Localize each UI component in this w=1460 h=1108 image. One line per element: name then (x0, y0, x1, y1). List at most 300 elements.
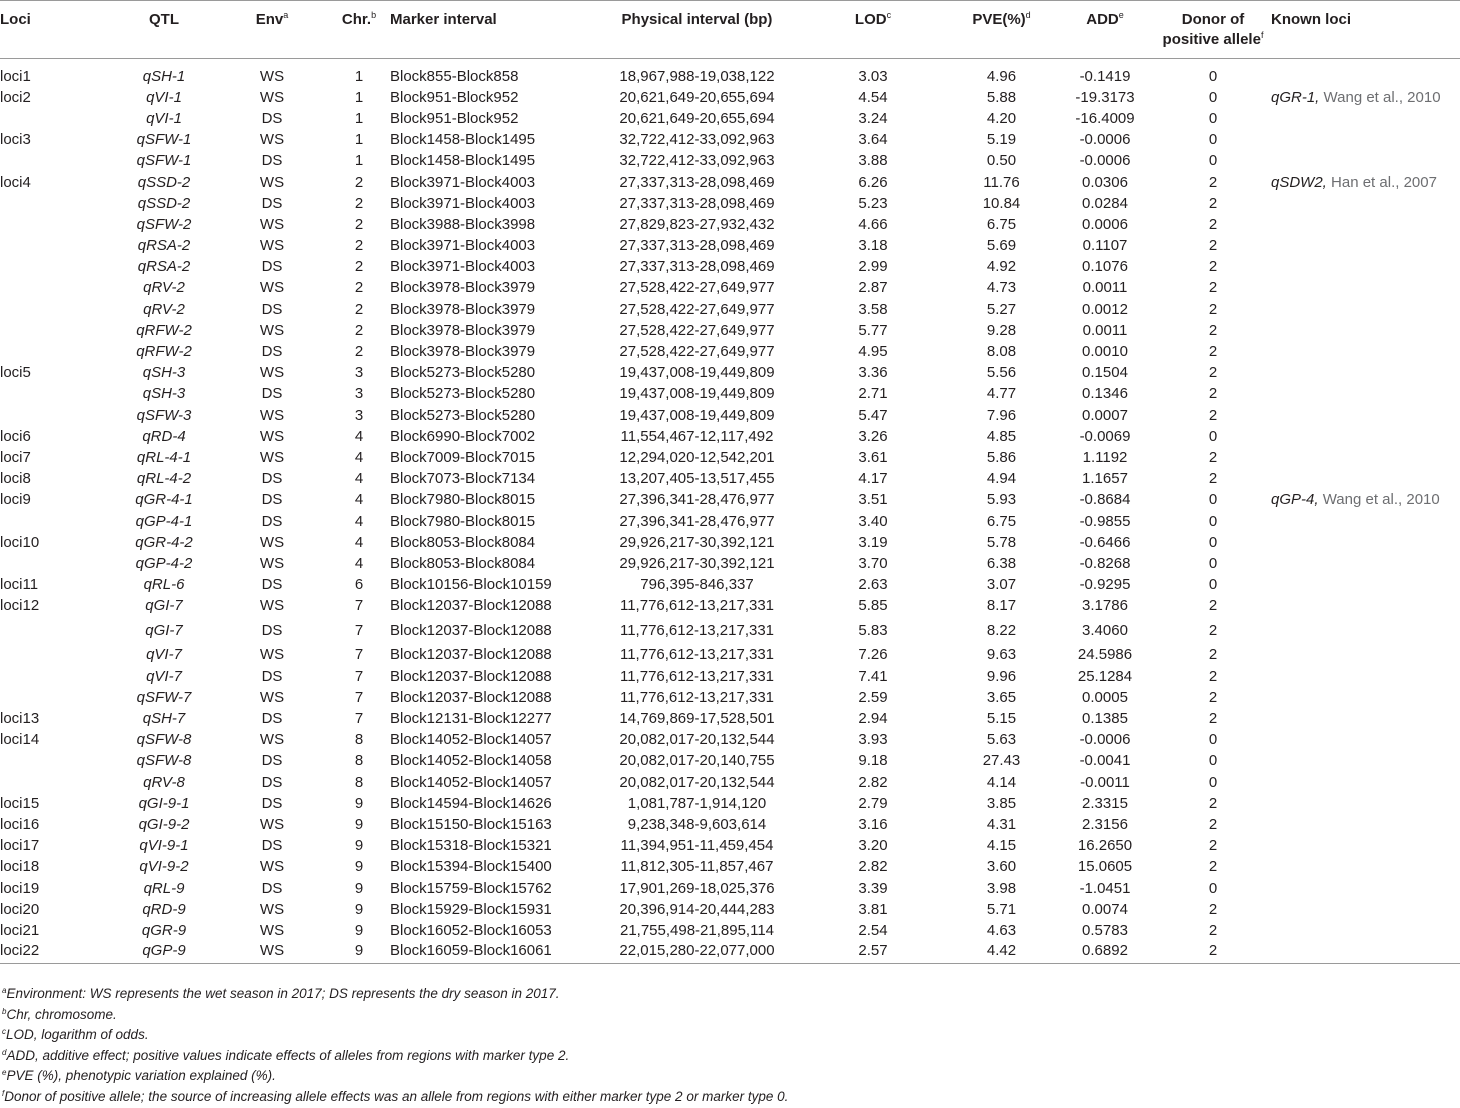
cell-loci: loci1 (0, 67, 31, 85)
cell-donor: 0 (1208, 731, 1218, 749)
header-donor: Donor of positive allele$^f$ (1155, 1, 1271, 59)
cell-add: 0.0012 (1082, 300, 1128, 318)
footnote-mark: c (2, 1027, 6, 1037)
cell-marker-interval: Block12037-Block12088 (390, 597, 552, 615)
footnote-mark: d (2, 1047, 7, 1057)
cell-lod: 3.61 (858, 448, 888, 466)
cell-env: WS (259, 427, 285, 445)
cell-donor: 0 (1208, 879, 1218, 897)
cell-marker-interval: Block3971-Block4003 (390, 237, 536, 255)
cell-qtl: qGI-9-2 (138, 815, 190, 833)
cell-loci: loci11 (0, 576, 39, 594)
cell-marker-interval: Block3971-Block4003 (390, 258, 536, 276)
footnote-text: Chr, chromosome. (6, 1006, 117, 1022)
cell-marker-interval: Block8053-Block8084 (390, 533, 536, 551)
cell-add: 0.5783 (1082, 921, 1128, 939)
cell-physical-interval: 20,082,017-20,132,544 (619, 731, 775, 749)
cell-donor: 0 (1208, 88, 1218, 106)
cell-loci (0, 193, 112, 214)
cell-known-loci (1271, 532, 1460, 553)
cell-chr: 6 (354, 576, 364, 594)
cell-physical-interval: 18,967,988-19,038,122 (619, 67, 775, 85)
cell-pve: 5.19 (986, 131, 1017, 149)
cell-env: DS (261, 667, 283, 685)
cell-chr: 1 (354, 152, 364, 170)
cell-physical-interval: 11,776,612-13,217,331 (619, 621, 775, 639)
table-row (0, 835, 1460, 856)
cell-donor: 0 (1208, 533, 1218, 551)
cell-chr: 7 (354, 621, 364, 639)
cell-loci: loci5 (0, 364, 31, 382)
cell-loci (0, 299, 112, 320)
header-loci: Loci (0, 1, 112, 59)
cell-physical-interval: 20,621,649-20,655,694 (619, 88, 775, 106)
cell-known-loci (1271, 772, 1460, 793)
cell-add: -0.0006 (1079, 131, 1131, 149)
cell-env: WS (259, 554, 285, 572)
cell-donor: 0 (1208, 512, 1218, 530)
cell-donor: 2 (1208, 258, 1218, 276)
cell-lod: 4.54 (858, 88, 888, 106)
cell-lod: 3.18 (858, 237, 888, 255)
cell-env: DS (261, 109, 283, 127)
cell-known-loci (1271, 405, 1460, 426)
cell-known-loci (1271, 150, 1460, 171)
table-row (0, 405, 1460, 426)
cell-chr: 4 (354, 491, 364, 509)
cell-pve: 5.69 (986, 237, 1017, 255)
cell-pve: 3.98 (986, 879, 1017, 897)
cell-lod: 7.26 (858, 646, 888, 664)
cell-pve: 4.42 (948, 941, 1055, 964)
cell-donor: 2 (1155, 941, 1271, 964)
cell-loci (0, 510, 112, 531)
cell-known-loci (1271, 750, 1460, 771)
cell-loci (0, 750, 112, 771)
cell-chr: 7 (354, 710, 364, 728)
cell-physical-interval: 19,437,008-19,449,809 (619, 364, 775, 382)
cell-pve: 7.96 (986, 406, 1017, 424)
cell-env: WS (259, 533, 285, 551)
cell-qtl: qVI-9-1 (139, 837, 189, 855)
cell-lod: 2.82 (858, 858, 888, 876)
cell-physical-interval: 21,755,498-21,895,114 (619, 921, 775, 939)
cell-donor: 0 (1208, 576, 1218, 594)
cell-qtl: qSFW-8 (136, 752, 192, 770)
cell-pve: 8.22 (986, 621, 1017, 639)
cell-chr: 3 (354, 364, 364, 382)
cell-marker-interval: Block6990-Block7002 (390, 427, 536, 445)
cell-donor: 0 (1208, 554, 1218, 572)
table-row (0, 666, 1460, 687)
cell-donor: 0 (1208, 152, 1218, 170)
footnote-text: LOD, logarithm of odds. (6, 1027, 149, 1043)
cell-chr: 2 (354, 215, 364, 233)
cell-qtl: qGP-9 (112, 941, 216, 964)
cell-lod: 3.93 (858, 731, 888, 749)
table-row (0, 899, 1460, 920)
cell-pve: 4.73 (986, 279, 1017, 297)
cell-pve: 11.76 (983, 173, 1020, 191)
header-chr: Chr.$^b$ (328, 1, 390, 59)
cell-known-loci (1271, 256, 1460, 277)
cell-chr: 9 (354, 794, 364, 812)
cell-known-loci (1271, 553, 1460, 574)
cell-loci (0, 108, 112, 129)
cell-chr: 2 (354, 279, 364, 297)
cell-loci (0, 405, 112, 426)
cell-chr: 1 (354, 88, 364, 106)
cell-pve: 3.65 (986, 688, 1017, 706)
cell-lod: 3.58 (858, 300, 888, 318)
cell-chr: 2 (354, 321, 364, 339)
cell-pve: 5.56 (986, 364, 1017, 382)
cell-chr: 3 (354, 385, 364, 403)
cell-loci (0, 277, 112, 298)
cell-known-loci (1271, 616, 1460, 644)
cell-lod: 3.81 (858, 900, 888, 918)
cell-marker-interval: Block7980-Block8015 (390, 491, 536, 509)
cell-physical-interval: 12,294,020-12,542,201 (619, 448, 775, 466)
table-row (0, 750, 1460, 771)
cell-donor: 2 (1208, 597, 1218, 615)
cell-donor: 2 (1208, 858, 1218, 876)
cell-known-loci (1271, 666, 1460, 687)
cell-env: WS (259, 448, 285, 466)
cell-env: WS (259, 67, 285, 85)
known-locus-name: qSDW2, (1271, 173, 1327, 191)
cell-marker-interval: Block15759-Block15762 (390, 879, 552, 897)
cell-qtl: qSH-1 (142, 67, 186, 85)
cell-pve: 10.84 (982, 194, 1021, 212)
table-row (0, 856, 1460, 877)
cell-physical-interval: 11,776,612-13,217,331 (619, 667, 775, 685)
cell-env: WS (259, 279, 285, 297)
cell-loci (0, 687, 112, 708)
cell-qtl: qGR-9 (141, 921, 187, 939)
cell-chr: 2 (354, 343, 364, 361)
cell-marker-interval: Block12037-Block12088 (390, 646, 552, 664)
cell-env: WS (259, 731, 285, 749)
table-row (0, 772, 1460, 793)
table-row (0, 595, 1460, 616)
cell-known-loci (1271, 383, 1460, 404)
cell-pve: 8.08 (986, 343, 1017, 361)
cell-env: WS (259, 900, 285, 918)
cell-marker-interval: Block12131-Block12277 (390, 710, 552, 728)
table-row (0, 489, 1460, 510)
table-row (0, 87, 1460, 108)
cell-lod: 3.19 (858, 533, 888, 551)
cell-pve: 4.94 (986, 470, 1017, 488)
cell-marker-interval: Block14052-Block14057 (390, 773, 552, 791)
cell-donor: 2 (1208, 194, 1218, 212)
cell-pve: 5.63 (986, 731, 1017, 749)
cell-donor: 2 (1208, 385, 1218, 403)
cell-donor: 2 (1208, 688, 1218, 706)
cell-chr: 4 (354, 512, 364, 530)
table-row (0, 341, 1460, 362)
cell-chr: 1 (354, 67, 364, 85)
cell-add: 2.3315 (1082, 794, 1128, 812)
cell-known-loci (1271, 87, 1460, 108)
cell-marker-interval: Block3971-Block4003 (390, 173, 536, 191)
cell-env: DS (261, 491, 283, 509)
cell-loci: loci2 (0, 88, 31, 106)
cell-lod: 3.64 (858, 131, 888, 149)
cell-physical-interval: 29,926,217-30,392,121 (619, 554, 775, 572)
cell-marker-interval: Block12037-Block12088 (390, 667, 552, 685)
cell-known-loci (1271, 856, 1460, 877)
table-row (0, 129, 1460, 150)
table-row (0, 214, 1460, 235)
header-env: Env$^a$ (216, 1, 328, 59)
cell-donor: 2 (1208, 621, 1218, 639)
cell-physical-interval: 22,015,280-22,077,000 (596, 941, 798, 964)
cell-env: WS (259, 597, 285, 615)
cell-marker-interval: Block7980-Block8015 (390, 512, 536, 530)
cell-qtl: qSFW-7 (136, 688, 192, 706)
cell-chr: 7 (354, 646, 364, 664)
cell-marker-interval: Block5273-Block5280 (390, 385, 536, 403)
cell-physical-interval: 27,337,313-28,098,469 (619, 173, 775, 191)
cell-donor: 2 (1208, 646, 1218, 664)
cell-pve: 4.85 (986, 427, 1017, 445)
cell-donor: 2 (1208, 667, 1218, 685)
cell-add: 16.2650 (1077, 837, 1133, 855)
cell-lod: 3.26 (858, 427, 888, 445)
cell-qtl: qGI-7 (145, 621, 183, 639)
table-row (0, 150, 1460, 171)
cell-add: 0.6892 (1055, 941, 1155, 964)
header-physical-interval: Physical interval (bp) (596, 1, 798, 59)
cell-lod: 4.17 (858, 470, 888, 488)
cell-known-loci (1271, 320, 1460, 341)
cell-add: 0.1385 (1082, 710, 1128, 728)
cell-physical-interval: 27,396,341-28,476,977 (619, 491, 775, 509)
cell-pve: 5.88 (986, 88, 1017, 106)
cell-known-loci (1271, 108, 1460, 129)
footnote (2, 1087, 1452, 1108)
cell-marker-interval: Block3978-Block3979 (390, 343, 536, 361)
cell-lod: 3.03 (858, 67, 888, 85)
cell-loci (0, 150, 112, 171)
cell-env: WS (259, 688, 285, 706)
cell-loci: loci19 (0, 879, 40, 897)
cell-donor: 2 (1208, 215, 1218, 233)
cell-lod: 2.63 (858, 576, 888, 594)
cell-physical-interval: 20,396,914-20,444,283 (619, 900, 775, 918)
cell-physical-interval: 20,082,017-20,140,755 (619, 752, 775, 770)
cell-pve: 5.71 (986, 900, 1017, 918)
cell-lod: 2.57 (798, 941, 948, 964)
cell-lod: 3.39 (858, 879, 888, 897)
cell-physical-interval: 29,926,217-30,392,121 (619, 533, 775, 551)
cell-lod: 5.23 (858, 194, 888, 212)
cell-marker-interval: Block3988-Block3998 (390, 215, 536, 233)
cell-add: 0.0006 (1082, 215, 1128, 233)
cell-qtl: qVI-1 (146, 109, 182, 127)
cell-known-loci (1271, 510, 1460, 531)
cell-add: -16.4009 (1075, 109, 1135, 127)
cell-qtl: qVI-7 (146, 646, 182, 664)
cell-donor: 2 (1208, 321, 1218, 339)
cell-donor: 0 (1208, 752, 1218, 770)
cell-physical-interval: 27,528,422-27,649,977 (619, 279, 775, 297)
cell-pve: 3.07 (986, 576, 1017, 594)
cell-lod: 2.87 (858, 279, 888, 297)
cell-add: -19.3173 (1075, 88, 1135, 106)
cell-loci (0, 235, 112, 256)
cell-add: 0.0005 (1082, 688, 1128, 706)
cell-pve: 0.50 (986, 152, 1017, 170)
cell-marker-interval: Block12037-Block12088 (390, 688, 552, 706)
cell-donor: 2 (1208, 710, 1218, 728)
cell-lod: 2.99 (858, 258, 888, 276)
cell-chr: 2 (354, 258, 364, 276)
cell-qtl: qRSA-2 (137, 237, 191, 255)
cell-physical-interval: 27,337,313-28,098,469 (619, 194, 775, 212)
table-row (0, 553, 1460, 574)
cell-loci (0, 616, 112, 644)
cell-known-loci (1271, 899, 1460, 920)
table-row (0, 687, 1460, 708)
cell-qtl: qGR-4-1 (135, 491, 193, 509)
cell-add: 0.0011 (1082, 279, 1128, 297)
cell-env: DS (261, 194, 283, 212)
cell-known-loci (1271, 66, 1460, 87)
footnotes (2, 984, 1452, 1108)
cell-qtl: qSFW-8 (136, 731, 192, 749)
cell-chr: 9 (354, 837, 364, 855)
cell-add: -0.8268 (1079, 554, 1131, 572)
cell-lod: 2.94 (858, 710, 888, 728)
cell-lod: 5.83 (858, 621, 888, 639)
cell-known-loci (1271, 426, 1460, 447)
cell-qtl: qRL-6 (143, 576, 185, 594)
cell-env: WS (259, 88, 285, 106)
cell-qtl: qSSD-2 (137, 173, 191, 191)
known-locus-reference: Wang et al., 2010 (1318, 491, 1440, 509)
cell-env: DS (261, 752, 283, 770)
cell-lod: 9.18 (858, 752, 888, 770)
header-qtl: QTL (112, 1, 216, 59)
cell-add: 0.0284 (1082, 194, 1128, 212)
table-row (0, 193, 1460, 214)
cell-marker-interval: Block15318-Block15321 (390, 837, 552, 855)
cell-pve: 6.75 (986, 512, 1017, 530)
cell-env: WS (259, 321, 285, 339)
cell-marker-interval: Block15150-Block15163 (390, 815, 552, 833)
cell-env: DS (261, 385, 283, 403)
cell-add: 1.1657 (1082, 470, 1128, 488)
cell-physical-interval: 11,812,305-11,857,467 (620, 858, 774, 876)
cell-chr: 9 (354, 900, 364, 918)
table-row (0, 320, 1460, 341)
cell-pve: 4.77 (986, 385, 1017, 403)
cell-physical-interval: 19,437,008-19,449,809 (619, 385, 775, 403)
cell-qtl: qSH-3 (142, 364, 186, 382)
cell-known-loci (1271, 793, 1460, 814)
cell-pve: 4.96 (986, 67, 1017, 85)
cell-qtl: qGI-7 (145, 597, 183, 615)
cell-marker-interval: Block8053-Block8084 (390, 554, 536, 572)
cell-loci: loci15 (0, 794, 40, 812)
cell-add: -1.0451 (1079, 879, 1131, 897)
cell-env: DS (261, 621, 283, 639)
cell-pve: 4.92 (986, 258, 1017, 276)
cell-lod: 2.59 (858, 688, 888, 706)
cell-pve: 9.28 (986, 321, 1017, 339)
footnote-text: Environment: WS represents the wet season in 2017; DS represents the dry season in 2017. (6, 986, 560, 1001)
cell-marker-interval: Block15394-Block15400 (390, 858, 552, 876)
cell-env: DS (261, 576, 283, 594)
cell-lod: 3.51 (858, 491, 888, 509)
cell-env: DS (261, 837, 283, 855)
cell-lod: 2.79 (858, 794, 888, 812)
cell-add: 0.1076 (1082, 258, 1128, 276)
cell-loci (0, 772, 112, 793)
cell-qtl: qSFW-3 (136, 406, 192, 424)
cell-physical-interval: 27,528,422-27,649,977 (619, 321, 775, 339)
known-locus-reference: Han et al., 2007 (1326, 173, 1437, 191)
cell-marker-interval: Block3978-Block3979 (390, 321, 536, 339)
cell-donor: 2 (1208, 900, 1218, 918)
cell-add: 0.1346 (1082, 385, 1128, 403)
cell-add: -0.0069 (1079, 427, 1131, 445)
cell-known-loci (1271, 341, 1460, 362)
cell-physical-interval: 27,396,341-28,476,977 (619, 512, 775, 530)
cell-donor: 2 (1208, 815, 1218, 833)
cell-donor: 0 (1208, 109, 1218, 127)
cell-lod: 3.88 (858, 152, 888, 170)
cell-chr: 9 (354, 858, 364, 876)
cell-known-loci (1271, 299, 1460, 320)
cell-env: WS (259, 921, 285, 939)
cell-chr: 2 (354, 194, 364, 212)
cell-marker-interval: Block5273-Block5280 (390, 406, 536, 424)
cell-physical-interval: 11,776,612-13,217,331 (619, 597, 775, 615)
cell-physical-interval: 27,337,313-28,098,469 (619, 237, 775, 255)
cell-physical-interval: 11,776,612-13,217,331 (619, 688, 775, 706)
cell-marker-interval: Block10156-Block10159 (390, 576, 552, 594)
cell-physical-interval: 9,238,348-9,603,614 (627, 815, 767, 833)
cell-lod: 4.66 (858, 215, 888, 233)
table-row (0, 66, 1460, 87)
cell-chr: 7 (354, 597, 364, 615)
cell-physical-interval: 32,722,412-33,092,963 (619, 131, 775, 149)
cell-pve: 9.63 (986, 646, 1017, 664)
cell-loci (0, 553, 112, 574)
cell-add: 3.1786 (1082, 597, 1128, 615)
footnote-text: Donor of positive allele; the source of increasing allele effects was an allele from regions with either marker type 2 or marker type 0. (4, 1088, 789, 1104)
cell-env: DS (261, 710, 283, 728)
cell-known-loci (1271, 708, 1460, 729)
cell-donor: 2 (1208, 300, 1218, 318)
cell-loci: loci21 (0, 921, 40, 939)
cell-add: 0.0007 (1082, 406, 1128, 424)
cell-physical-interval: 1,081,787-1,914,120 (627, 794, 767, 812)
cell-qtl: qSFW-1 (136, 131, 192, 149)
cell-chr: 4 (354, 427, 364, 445)
cell-chr: 4 (354, 470, 364, 488)
cell-physical-interval: 27,528,422-27,649,977 (619, 300, 775, 318)
cell-qtl: qRL-4-2 (136, 470, 192, 488)
cell-env: DS (261, 300, 283, 318)
table-row (0, 644, 1460, 665)
cell-qtl: qRD-9 (142, 900, 186, 918)
cell-add: -0.8684 (1079, 491, 1131, 509)
